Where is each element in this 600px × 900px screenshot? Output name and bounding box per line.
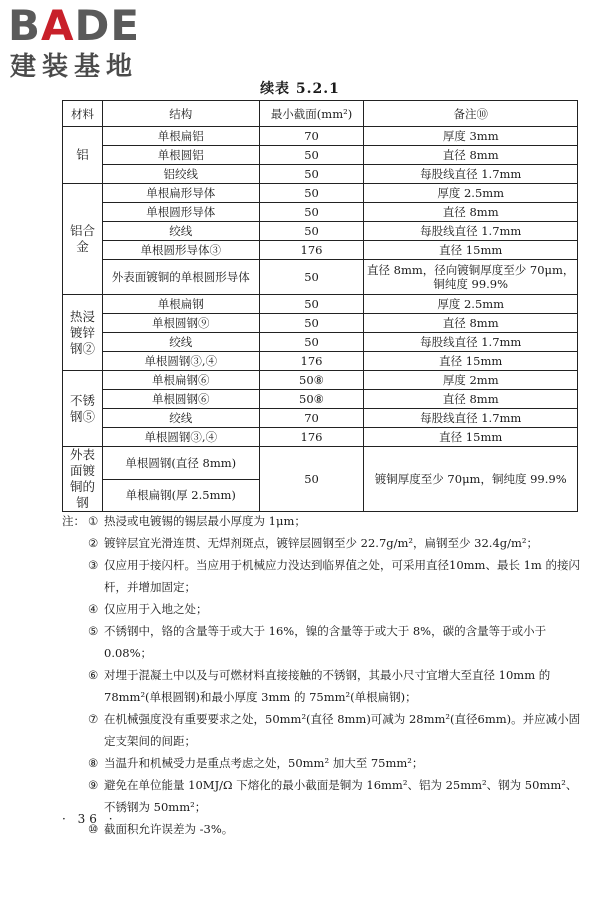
footnote-number: ⑤ (88, 624, 99, 638)
note-cell: 直径 15mm (364, 352, 578, 371)
note-cell: 直径 15mm (364, 428, 578, 447)
structure-cell: 单根扁钢⑥ (102, 371, 259, 390)
structure-cell: 绞线 (102, 409, 259, 428)
structure-cell: 单根扁钢 (102, 295, 259, 314)
note-cell: 直径 15mm (364, 241, 578, 260)
footnote (62, 510, 582, 532)
footnote-text: 仅应用于入地之处； (104, 602, 208, 616)
material-cell: 铝 (63, 127, 103, 184)
note-cell: 直径 8mm (364, 146, 578, 165)
section-cell: 50⑧ (259, 390, 364, 409)
note-cell: 厚度 2.5mm (364, 295, 578, 314)
structure-cell: 单根圆钢⑥ (102, 390, 259, 409)
logo-subtitle: 建装基地 (10, 52, 139, 82)
table-row (63, 428, 578, 447)
note-cell: 直径 8mm，径向镀铜厚度至少 70μm，铜纯度 99.9% (364, 260, 578, 295)
table-row (63, 184, 578, 203)
section-cell: 50 (259, 165, 364, 184)
section-cell: 50 (259, 222, 364, 241)
note-cell: 厚度 2mm (364, 371, 578, 390)
table-row (63, 260, 578, 295)
table-title: 续表 5.2.1 (260, 81, 340, 97)
footnote-text: 对埋于混凝土中以及与可燃材料直接接触的不锈钢，其最小尺寸宜增大至直径 10mm 的 78mm²(单根圆钢)和最小厚度 3mm 的 75mm²(单根扁钢)； (104, 668, 551, 704)
table-row (63, 165, 578, 184)
structure-cell: 单根扁形导体 (102, 184, 259, 203)
footnote (62, 664, 582, 708)
footnote-number: ⑥ (88, 668, 99, 682)
table-row (63, 371, 578, 390)
note-cell: 厚度 3mm (364, 127, 578, 146)
note-cell: 直径 8mm (364, 203, 578, 222)
table-row (63, 333, 578, 352)
table-row (63, 222, 578, 241)
structure-cell: 单根圆钢⑨ (102, 314, 259, 333)
material-cell: 不锈钢⑤ (63, 371, 103, 447)
structure-cell: 铝绞线 (102, 165, 259, 184)
note-cell: 每股线直径 1.7mm (364, 409, 578, 428)
note-cell: 直径 8mm (364, 390, 578, 409)
footnote-number: ⑩ (88, 822, 99, 836)
footnote (62, 818, 582, 840)
table-row (63, 409, 578, 428)
material-cell: 热浸镀锌钢② (63, 295, 103, 371)
table-row (63, 447, 578, 480)
note-cell: 每股线直径 1.7mm (364, 165, 578, 184)
structure-cell: 绞线 (102, 333, 259, 352)
table-header-row (63, 101, 578, 127)
table-row (63, 314, 578, 333)
section-cell: 50 (259, 333, 364, 352)
structure-cell: 单根扁钢(厚 2.5mm) (102, 479, 259, 512)
structure-cell: 单根圆钢③,④ (102, 352, 259, 371)
section-cell: 50 (259, 260, 364, 295)
footnote-text: 镀锌层宜光滑连贯、无焊剂斑点，镀锌层圆钢至少 22.7g/m²，扁钢至少 32.4g/m²； (104, 536, 539, 550)
structure-cell: 单根扁铝 (102, 127, 259, 146)
structure-cell: 单根圆形导体③ (102, 241, 259, 260)
header-structure: 结构 (102, 101, 259, 127)
footnote-number: ④ (88, 602, 99, 616)
material-cell: 铝合金 (63, 184, 103, 295)
section-cell: 70 (259, 409, 364, 428)
footnote-text: 当温升和机械受力是重点考虑之处，50mm² 加大至 75mm²； (104, 756, 424, 770)
footnote-number: ③ (88, 558, 99, 572)
section-cell: 176 (259, 352, 364, 371)
section-cell: 70 (259, 127, 364, 146)
note-cell: 直径 8mm (364, 314, 578, 333)
header-material: 材料 (63, 101, 103, 127)
table-row (63, 352, 578, 371)
footnote (62, 774, 582, 818)
structure-cell: 外表面镀铜的单根圆形导体 (102, 260, 259, 295)
table-row (63, 203, 578, 222)
footnote (62, 598, 582, 620)
section-cell: 50 (259, 203, 364, 222)
notes-label: 注： (62, 514, 85, 528)
header-remarks: 备注⑩ (364, 101, 578, 127)
footnote-text: 仅应用于接闪杆。当应用于机械应力没达到临界值之处，可采用直径10mm、最长 1m 的接闪杆，并增加固定； (104, 558, 580, 594)
table-row (63, 295, 578, 314)
section-cell: 50 (259, 184, 364, 203)
structure-cell: 单根圆钢(直径 8mm) (102, 447, 259, 480)
structure-cell: 单根圆形导体 (102, 203, 259, 222)
table-row (63, 390, 578, 409)
footnote-text: 不锈钢中，铬的含量等于或大于 16%，镍的含量等于或大于 8%，碳的含量等于或小于 0.08%； (104, 624, 547, 660)
logo-mark: BADE (8, 1, 141, 50)
footnote-number: ⑦ (88, 712, 99, 726)
footnote (62, 752, 582, 774)
note-cell: 每股线直径 1.7mm (364, 333, 578, 352)
note-cell: 镀铜厚度至少 70μm，铜纯度 99.9% (364, 447, 578, 512)
structure-cell: 绞线 (102, 222, 259, 241)
footnote (62, 554, 582, 598)
footnote-number: ① (88, 514, 99, 528)
section-cell: 176 (259, 428, 364, 447)
section-cell: 50 (259, 447, 364, 512)
footnote-text: 截面积允许误差为 -3%。 (104, 822, 234, 836)
section-cell: 176 (259, 241, 364, 260)
footnote-text: 避免在单位能量 10MJ/Ω 下熔化的最小截面是铜为 16mm²、铝为 25mm²、钢为 50mm²、不锈钢为 50mm²； (104, 778, 578, 814)
footnote (62, 532, 582, 554)
section-cell: 50 (259, 295, 364, 314)
footnote (62, 708, 582, 752)
spec-table (62, 100, 578, 512)
page-number: · 36 · (62, 812, 117, 826)
footnote-number: ⑨ (88, 778, 99, 792)
header-min-section: 最小截面(mm²) (259, 101, 364, 127)
footnote-number: ⑧ (88, 756, 99, 770)
section-cell: 50 (259, 146, 364, 165)
footnote-text: 在机械强度没有重要要求之处，50mm²(直径 8mm)可减为 28mm²(直径6mm)。并应减小固定支架间的间距； (104, 712, 581, 748)
table-row (63, 127, 578, 146)
footnote-number: ② (88, 536, 99, 550)
material-cell: 外表面镀铜的钢 (63, 447, 103, 512)
section-cell: 50⑧ (259, 371, 364, 390)
footnote (62, 620, 582, 664)
structure-cell: 单根圆钢③,④ (102, 428, 259, 447)
note-cell: 厚度 2.5mm (364, 184, 578, 203)
table-row (63, 241, 578, 260)
note-cell: 每股线直径 1.7mm (364, 222, 578, 241)
table-row (63, 146, 578, 165)
logo (8, 1, 188, 84)
footnote-text: 热浸或电镀锡的锡层最小厚度为 1μm； (104, 514, 306, 528)
structure-cell: 单根圆铝 (102, 146, 259, 165)
section-cell: 50 (259, 314, 364, 333)
footnotes (62, 510, 582, 840)
